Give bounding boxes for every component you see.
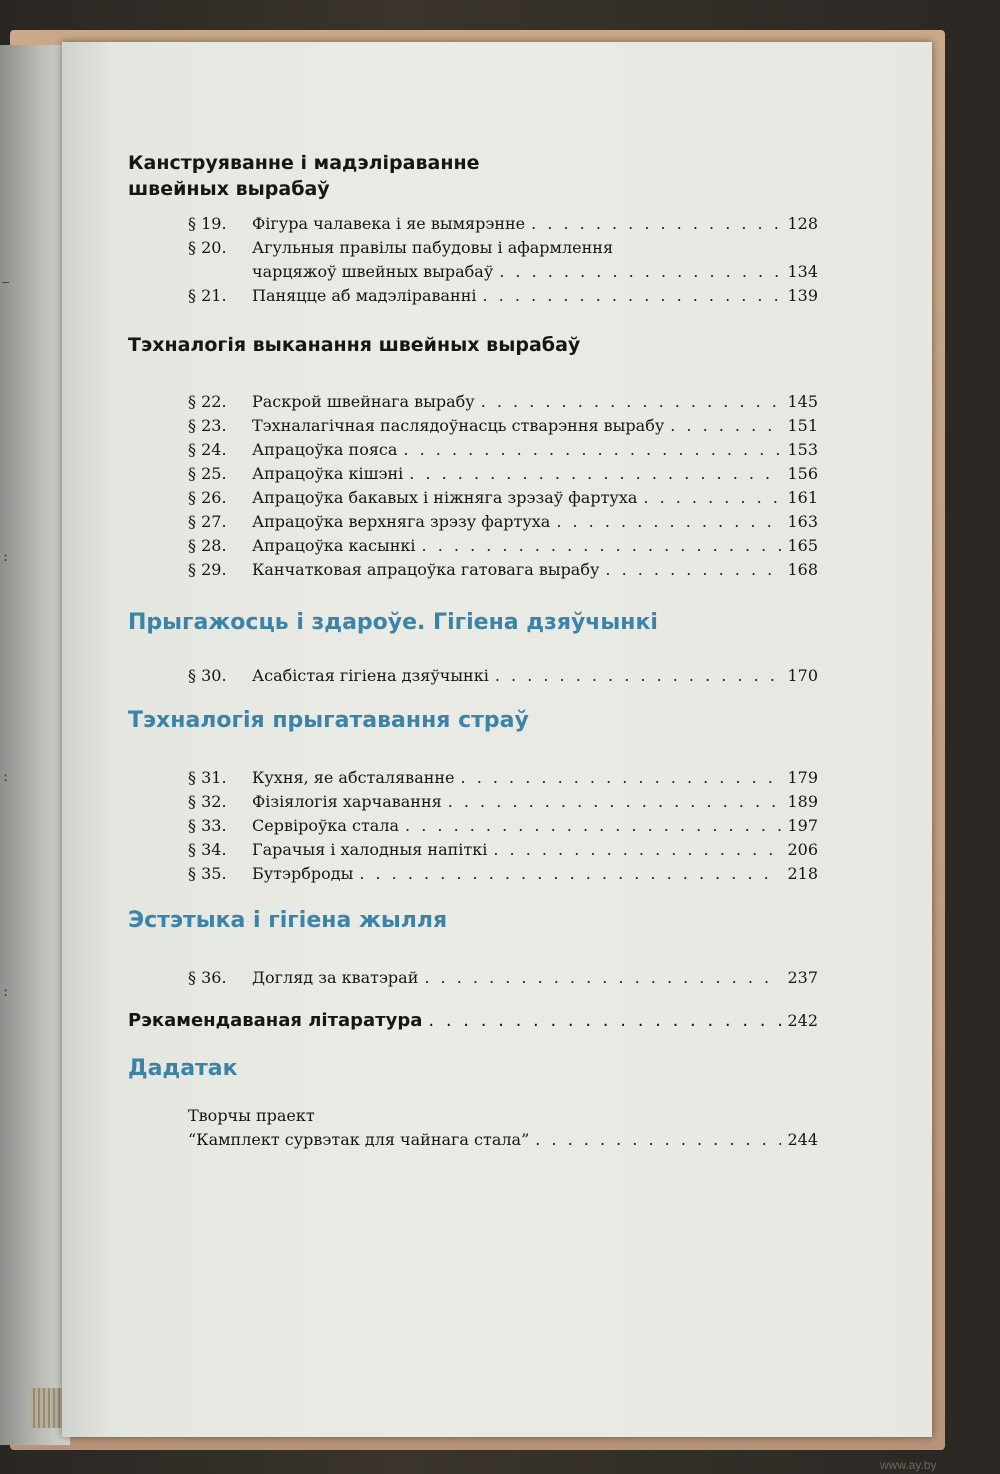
section-title: Фігура чалавека і яе вымярэнне xyxy=(252,214,526,233)
toc-entry xyxy=(128,390,818,414)
section-title: Фізіялогія харчавання xyxy=(252,792,442,811)
section-number: § 33. xyxy=(188,816,227,835)
toc-entry xyxy=(128,664,818,688)
leader-dots xyxy=(495,664,782,688)
section-title: Паняцце аб мадэліраванні xyxy=(252,286,477,305)
page-number: 153 xyxy=(787,440,818,459)
section-number: § 31. xyxy=(188,768,227,787)
section-number: § 32. xyxy=(188,792,227,811)
section-title: Сервіроўка стала xyxy=(252,816,400,835)
page-number: 151 xyxy=(787,416,818,435)
toc-entry xyxy=(128,284,818,308)
section-title: Агульныя правілы пабудовы і афармлення xyxy=(252,238,614,257)
leader-dots xyxy=(403,438,781,462)
appendix-project-title: “Камплект сурвэтак для чайнага стала” xyxy=(188,1130,530,1149)
section-number: § 24. xyxy=(188,440,227,459)
toc-entry-continuation xyxy=(128,260,818,284)
toc-entry xyxy=(128,414,818,438)
leader-dots xyxy=(405,814,781,838)
page-number: 139 xyxy=(787,286,818,305)
toc-entry xyxy=(128,766,818,790)
page-number: 161 xyxy=(787,488,818,507)
toc-entry-appendix-project xyxy=(128,1128,818,1152)
toc-entry xyxy=(128,790,818,814)
topic-heading-hygiene: Прыгажосць і здароўе. Гігіена дзяўчынкі xyxy=(128,610,658,635)
section-number: § 25. xyxy=(188,464,227,483)
section-title: Кухня, яе абсталяванне xyxy=(252,768,455,787)
section-title: Апрацоўка кішэні xyxy=(252,464,404,483)
section-number: § 23. xyxy=(188,416,227,435)
part-heading-technology: Тэхналогія выканання швейных вырабаў xyxy=(128,334,581,356)
section-title: Канчатковая апрацоўка гатовага вырабу xyxy=(252,560,600,579)
section-number: § 26. xyxy=(188,488,227,507)
topic-heading-appendix: Дадатак xyxy=(128,1056,238,1081)
left-page-fragment: : xyxy=(2,550,10,564)
page-number: 197 xyxy=(787,816,818,835)
page-number: 156 xyxy=(787,464,818,483)
toc-entry xyxy=(128,236,818,260)
page-number: 165 xyxy=(787,536,818,555)
section-number: § 28. xyxy=(188,536,227,555)
left-page-fragment: : xyxy=(2,985,10,999)
page-number: 145 xyxy=(787,392,818,411)
toc-entry xyxy=(128,814,818,838)
leader-dots xyxy=(643,486,781,510)
section-title: Раскрой швейнага вырабу xyxy=(252,392,475,411)
leader-dots xyxy=(409,462,781,486)
section-number: § 21. xyxy=(188,286,227,305)
appendix-project-label: Творчы праект xyxy=(188,1106,315,1125)
section-title: Апрацоўка касынкі xyxy=(252,536,416,555)
leader-dots xyxy=(535,1128,781,1152)
toc-entry xyxy=(128,486,818,510)
page-number: 237 xyxy=(787,968,818,987)
toc-entry xyxy=(128,838,818,862)
page-number: 244 xyxy=(787,1130,818,1149)
section-title: Гарачыя і халодныя напіткі xyxy=(252,840,488,859)
page-number: 189 xyxy=(787,792,818,811)
toc-entry xyxy=(128,534,818,558)
section-number: § 29. xyxy=(188,560,227,579)
left-page-edge xyxy=(0,45,70,1445)
section-title-continued: чарцяжоў швейных вырабаў xyxy=(252,262,494,281)
section-number: § 22. xyxy=(188,392,227,411)
toc-entry xyxy=(128,510,818,534)
page-number: 242 xyxy=(787,1011,818,1030)
bibliography-title: Рэкамендаваная літаратура xyxy=(128,1010,423,1031)
toc-entry xyxy=(128,212,818,236)
leader-dots xyxy=(531,212,781,236)
section-number: § 27. xyxy=(188,512,227,531)
leader-dots xyxy=(448,790,782,814)
toc-entry xyxy=(128,462,818,486)
page-number: 206 xyxy=(787,840,818,859)
site-watermark: www.ay.by xyxy=(880,1458,937,1472)
section-number: § 34. xyxy=(188,840,227,859)
leader-dots xyxy=(499,260,781,284)
left-page-fragment: — xyxy=(2,275,10,289)
page-number: 179 xyxy=(787,768,818,787)
page-number: 163 xyxy=(787,512,818,531)
toc-entry-bibliography xyxy=(128,1008,818,1034)
toc-entry xyxy=(128,438,818,462)
toc-entry xyxy=(128,966,818,990)
page-number: 218 xyxy=(787,864,818,883)
toc-entry xyxy=(128,558,818,582)
table-of-contents xyxy=(128,150,818,1152)
topic-heading-home: Эстэтыка і гігіена жылля xyxy=(128,908,448,933)
part-heading-line: Канструяванне і мадэліраванне xyxy=(128,152,480,174)
section-number: § 19. xyxy=(188,214,227,233)
section-number: § 35. xyxy=(188,864,227,883)
leader-dots xyxy=(605,558,781,582)
leader-dots xyxy=(493,838,781,862)
section-title: Асабістая гігіена дзяўчынкі xyxy=(252,666,489,685)
leader-dots xyxy=(428,1008,781,1034)
section-title: Апрацоўка пояса xyxy=(252,440,398,459)
leader-dots xyxy=(670,414,781,438)
leader-dots xyxy=(424,966,781,990)
section-title: Тэхналагічная паслядоўнасць стварэння вырабу xyxy=(252,416,665,435)
topic-heading-cooking: Тэхналогія прыгатавання страў xyxy=(128,708,529,733)
section-number: § 36. xyxy=(188,968,227,987)
leader-dots xyxy=(359,862,781,886)
page-number: 128 xyxy=(787,214,818,233)
toc-entry xyxy=(128,862,818,886)
section-title: Бутэрброды xyxy=(252,864,354,883)
leader-dots xyxy=(422,534,782,558)
left-page-fragment: : xyxy=(2,770,10,784)
part-heading-construction xyxy=(128,150,818,202)
leader-dots xyxy=(483,284,782,308)
page-number: 170 xyxy=(787,666,818,685)
section-number: § 20. xyxy=(188,238,227,257)
leader-dots xyxy=(461,766,782,790)
section-number: § 30. xyxy=(188,666,227,685)
section-title: Апрацоўка верхняга зрэзу фартуха xyxy=(252,512,551,531)
section-title: Апрацоўка бакавых і ніжняга зрэзаў фартуха xyxy=(252,488,638,507)
page-number: 168 xyxy=(787,560,818,579)
section-title: Догляд за кватэрай xyxy=(252,968,419,987)
leader-dots xyxy=(481,390,782,414)
leader-dots xyxy=(556,510,781,534)
part-heading-line: швейных вырабаў xyxy=(128,178,330,200)
page-number: 134 xyxy=(787,262,818,281)
